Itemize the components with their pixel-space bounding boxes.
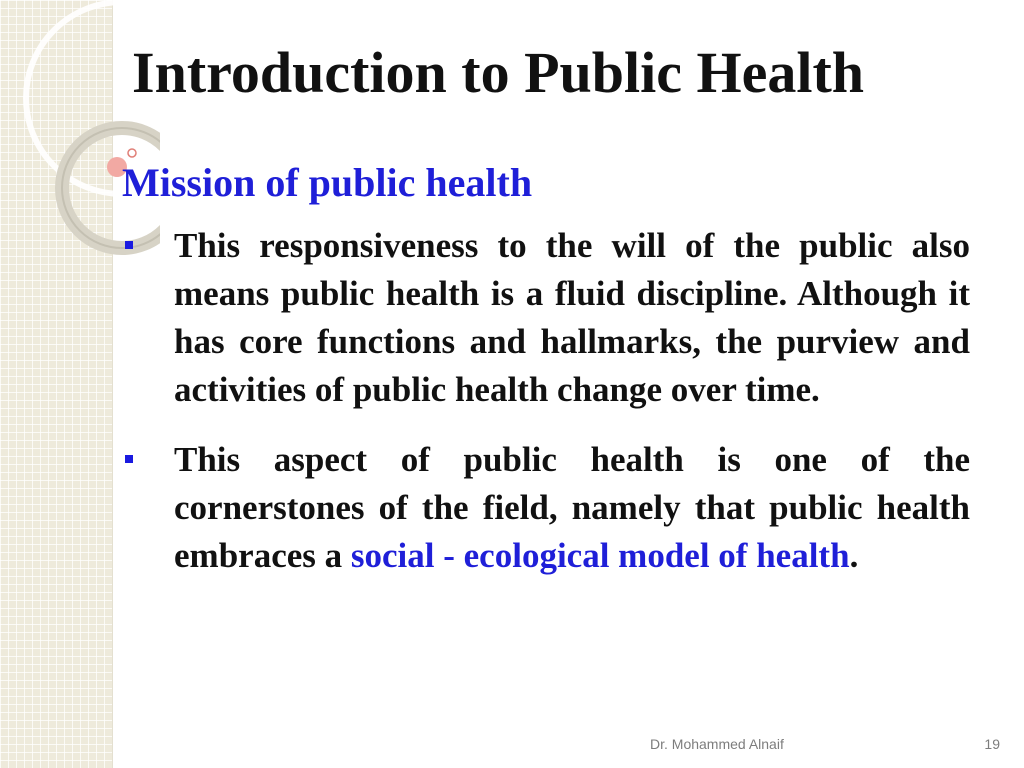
small-ring-dot [128, 149, 136, 157]
bullet-list [122, 222, 970, 602]
footer-author: Dr. Mohammed Alnaif [650, 736, 784, 752]
bullet-text-end: . [849, 536, 859, 575]
square-bullet-icon [125, 241, 133, 249]
bullet-text [174, 436, 970, 580]
square-bullet-icon [125, 455, 133, 463]
bullet-item [122, 222, 970, 414]
bullet-text: This responsiveness to the will of the public also means public health is a fluid discipline. Although it has core functions and hallmarks, the purview and activities of public health change over time. [174, 226, 970, 409]
section-subtitle: Mission of public health [122, 160, 533, 205]
bullet-text-part: This aspect of public health is one of the cornerstones of the field, namely that public health embraces a [174, 440, 970, 575]
bullet-item [122, 436, 970, 580]
slide-title: Introduction to Public Health [132, 40, 865, 105]
page-number: 19 [984, 736, 1000, 752]
highlighted-term: social - ecological model of health [350, 536, 850, 575]
